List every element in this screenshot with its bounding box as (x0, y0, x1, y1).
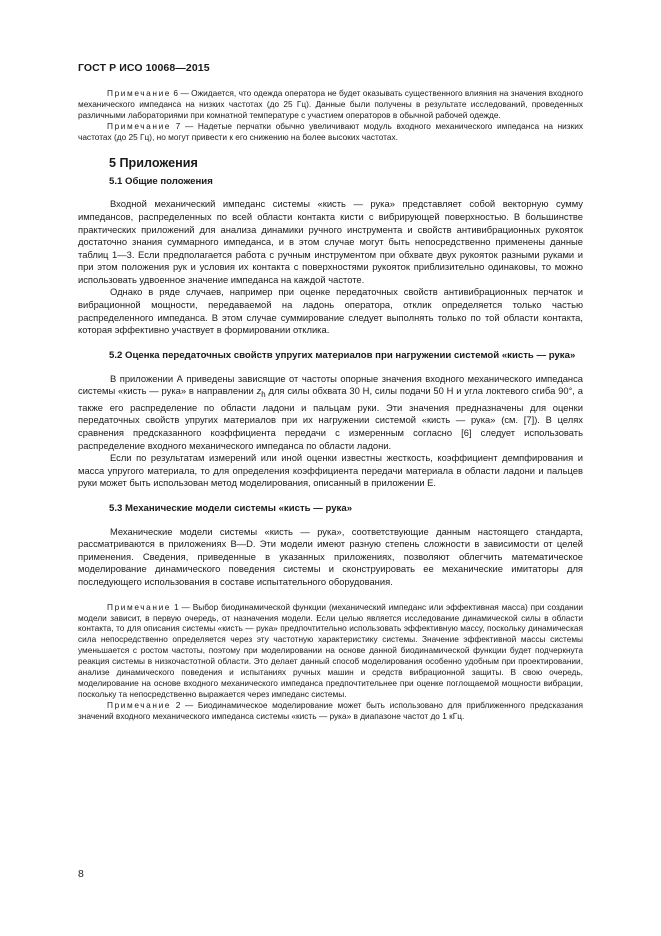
section-5-2-heading: 5.2 Оценка передаточных свойств упругих материалов при нагружении системой «кисть — рука» (109, 349, 576, 361)
section-5-1-paragraph-2: Однако в ряде случаев, например при оценке передаточных свойств антивибрационных перчаток и вибрационной мощности, передаваемой на ладонь оператора, отклик определяется только частью распределенного импеданса. В этом случае суммирование следует выполнять только по той области контакта, которая эффективно участвует в формировании отклика. (78, 286, 583, 336)
note-number: 6 (173, 88, 179, 98)
section-5-3-heading: 5.3 Механические модели системы «кисть — рука» (109, 502, 353, 514)
note-1 (78, 602, 583, 700)
section-5-2-paragraph-2: Если по результатам измерений или иной оценки известны жесткость, коэффициент демпфирования и масса упругого материала, то для определения коэффициента передачи материала в области ладони и пальцев руки может быть использован метод моделирования, описанный в приложении Е. (78, 452, 583, 489)
note-6 (78, 88, 583, 121)
axis-symbol: z (256, 385, 262, 397)
document-header: ГОСТ Р ИСО 10068—2015 (78, 62, 210, 74)
note-label: Примечание (107, 88, 172, 98)
note-2 (78, 700, 583, 722)
paragraph-text-end: для силы обхвата 30 Н, силы подачи 50 Н и угла локтевого сгиба 90°, а также его распределение по области ладони и пальцам руки. Эти значения предназначены для оценки передаточных свойств упругих материалов при их нагружении системой «кисть — рука» (см. [7]). В целях сравнения предсказанного коэффициента передачи с измеренным согласно [6] следует использовать распределение входного механического импеданса по области ладони. (78, 385, 583, 451)
paragraph-text-start: В приложении А приведены зависящие от частоты опорные значения входного механического импеданса системы «кисть — рука» в направлении (78, 372, 583, 397)
section-5-2-paragraph-1 (78, 373, 583, 452)
section-5-3-paragraph: Механические модели системы «кисть — рука», соответствующие данным настоящего стандарта, рассматриваются в приложениях В—D. Эти модели имеют разную степень сложности в зависимости от целей применения. Сведения, приведенные в указанных приложениях, позволяют облегчить математическое моделирование динамического поведения системы и сконструировать ее механические имитаторы для последующего использования в составе испытательного оборудования. (78, 525, 583, 588)
note-text: — Выбор биодинамической функции (механический импеданс или эффективная масса) при создании модели зависит, в первую очередь, от назначения модели. Если целью является исследование динамической силы в области контакта, то для описания системы «кисть — рука» предпочтительно использовать эффективную массу, поскольку динамическая сила непосредственно определяется через эту частотную характеристику системы. Значение эффективной массы системы уменьшается с ростом частоты, поэтому при моделировании на основе данной биодинамической функции будет подчеркнута реакция системы в низкочастотной области. Это делает данный способ моделирования особенно удобным при проектировании, анализе динамического поведения и испытаниях ручных машин и средств вибрационной защиты. В свою очередь, моделирование на основе входного механического импеданса предпочтительнее при оценке поглощаемой мощности вибрации, поскольку та непосредственно выражается через импеданс системы. (78, 601, 583, 699)
note-text: — Ожидается, что одежда оператора не будет оказывать существенного влияния на значения входного механического импеданса на низких частотах (до 25 Гц). Данные были получены в результате исследований, проведенных различными лабораториями при комнатной температуре с участием операторов в обычной рабочей одежде. (78, 88, 584, 120)
section-5-heading: 5 Приложения (109, 155, 198, 170)
note-number: 1 (173, 601, 179, 612)
section-5-1-paragraph-1: Входной механический импеданс системы «кисть — рука» представляет собой векторную сумму импедансов, распределенных по всей области контакта кисти с вибрирующей поверхностью. В большинстве практических приложений для анализа динамики ручного инструмента и свойств антивибрационных рукояток достаточно знания суммарного импеданса, и в этом случае могут быть непосредственно применены данные таблиц 1—3. Если предполагается работа с ручным инструментом при обхвате двух рукояток разными руками и при этом положения рук и условия их контакта с поверхностями рукояток приблизительно одинаковы, то можно использовать удвоенное значение импеданса на каждой частоте. (78, 198, 583, 285)
note-label: Примечание (107, 120, 172, 131)
note-number: 7 (175, 120, 181, 131)
page-number: 8 (78, 868, 84, 880)
note-text: — Биодинамическое моделирование может быть использовано для приближенного предсказания значений входного механического импеданса системы «кисть — рука» в диапазоне частот до 1 кГц. (78, 699, 583, 721)
section-5-1-heading: 5.1 Общие положения (109, 175, 213, 187)
note-7 (78, 121, 583, 143)
note-text: — Надетые перчатки обычно увеличивают модуль входного механического импеданса на низких частотах (до 25 Гц), но могут привести к его снижению на более высоких частотах. (78, 120, 583, 142)
axis-subscript: h (261, 390, 266, 400)
page-content (78, 88, 583, 722)
note-number: 2 (175, 699, 181, 710)
note-label: Примечание (107, 699, 172, 710)
note-label: Примечание (107, 601, 172, 612)
